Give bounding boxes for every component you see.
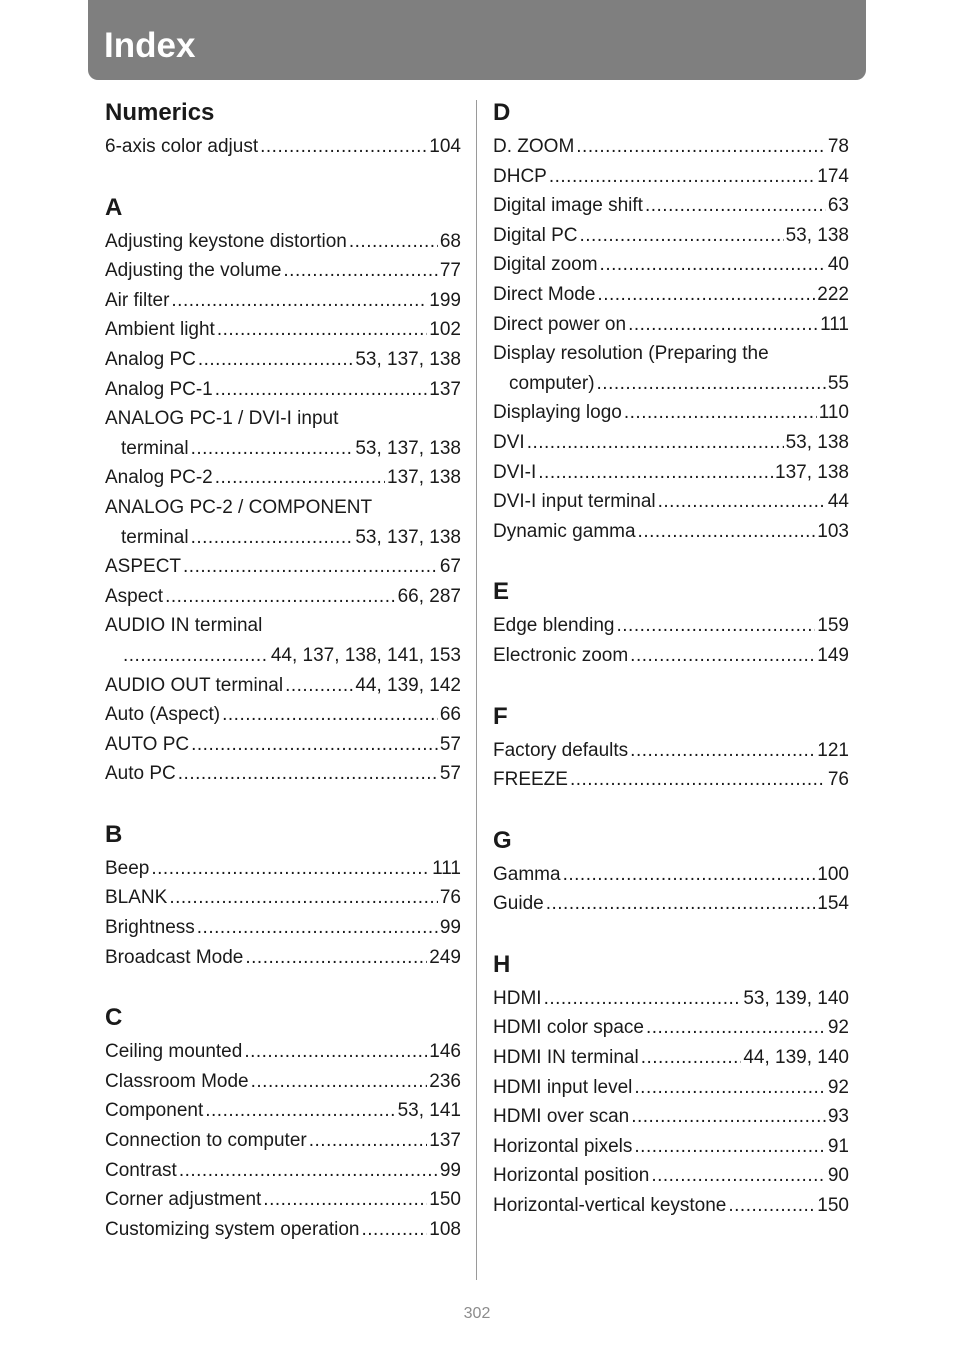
index-entry-term: FREEZE xyxy=(493,769,568,791)
index-entry-pages: 53, 138 xyxy=(785,224,849,246)
index-entry xyxy=(105,463,461,493)
dot-leader xyxy=(283,256,437,286)
index-entry xyxy=(105,759,461,789)
index-entry xyxy=(493,1161,849,1191)
dot-leader xyxy=(641,1043,742,1073)
dot-leader xyxy=(634,1073,825,1103)
index-section xyxy=(105,818,461,972)
index-entry-term: DVI-I xyxy=(493,461,537,483)
index-entry-pages: 78 xyxy=(827,136,849,157)
index-entry xyxy=(493,1191,849,1221)
dot-leader xyxy=(645,191,826,221)
index-entry-pages: 137, 138 xyxy=(387,467,461,489)
index-section xyxy=(105,1001,461,1244)
index-entry-term: Connection to computer xyxy=(105,1130,307,1152)
index-entry-pages: 57 xyxy=(439,763,461,785)
index-entry-term: HDMI IN terminal xyxy=(493,1047,639,1069)
column-divider xyxy=(476,100,477,1280)
dot-leader xyxy=(579,221,783,251)
dot-leader xyxy=(215,375,428,405)
dot-leader xyxy=(309,1126,428,1156)
index-entry xyxy=(493,428,849,458)
index-entry xyxy=(493,1013,849,1043)
index-entry-pages: 104 xyxy=(429,136,461,157)
index-entry xyxy=(105,1037,461,1067)
section-heading: A xyxy=(105,193,123,221)
index-entry-pages: 137, 138 xyxy=(775,461,849,483)
index-entry xyxy=(105,1096,461,1126)
index-entry xyxy=(493,398,849,428)
dot-leader xyxy=(245,943,427,973)
index-entry xyxy=(105,943,461,973)
index-entry-pages: 154 xyxy=(817,893,849,915)
index-entry-term: Displaying logo xyxy=(493,402,622,424)
dot-leader xyxy=(628,310,818,340)
dot-leader xyxy=(728,1191,815,1221)
section-heading: H xyxy=(493,950,511,978)
section-heading: D xyxy=(493,99,511,126)
index-entry-term: Dynamic gamma xyxy=(493,520,636,542)
index-entry-pages: 44, 139, 140 xyxy=(743,1047,849,1069)
index-entry xyxy=(105,854,461,884)
index-entry-term: Analog PC-1 xyxy=(105,378,213,400)
dot-leader xyxy=(600,250,826,280)
index-entry-pages: 108 xyxy=(429,1218,461,1240)
section-heading: B xyxy=(105,820,123,848)
index-entry-pages: 66 xyxy=(439,704,461,726)
index-entry xyxy=(105,1185,461,1215)
index-entry xyxy=(105,315,461,345)
dot-leader xyxy=(169,883,438,913)
index-entry-term: Edge blending xyxy=(493,615,615,637)
index-entry-term: ANALOG PC-2 / COMPONENT xyxy=(105,496,373,518)
index-entry xyxy=(105,552,461,582)
index-section xyxy=(493,96,849,546)
dot-leader xyxy=(624,398,817,428)
dot-leader xyxy=(191,730,438,760)
dot-leader xyxy=(165,582,396,612)
index-entry xyxy=(493,889,849,919)
section-heading: F xyxy=(493,702,508,730)
index-entry-term: DHCP xyxy=(493,165,547,187)
dot-leader xyxy=(198,345,354,375)
index-entry-term: 6-axis color adjust xyxy=(105,136,259,157)
index-entry-term: Broadcast Mode xyxy=(105,946,244,968)
index-entry-term: ANALOG PC-1 / DVI-I input xyxy=(105,408,339,430)
dot-leader xyxy=(263,1185,427,1215)
index-entry xyxy=(105,1126,461,1156)
dot-leader xyxy=(179,1156,438,1186)
index-entry-pages: 91 xyxy=(827,1135,849,1157)
index-entry-term: AUDIO OUT terminal xyxy=(105,674,284,696)
index-entry-pages: 249 xyxy=(429,946,461,968)
index-entry-pages: 102 xyxy=(429,319,461,341)
index-entry-pages: 53, 137, 138 xyxy=(355,437,461,459)
index-entry-pages: 63 xyxy=(827,195,849,217)
index-entry xyxy=(493,1043,849,1073)
dot-leader xyxy=(527,428,784,458)
index-entry-term: Beep xyxy=(105,857,150,879)
index-entry-term: Electronic zoom xyxy=(493,644,629,666)
index-entry-term: Digital PC xyxy=(493,224,578,246)
index-entry-pages: 44, 139, 142 xyxy=(355,674,461,696)
index-entry-term: Component xyxy=(105,1100,204,1122)
index-entry-pages: 53, 137, 138 xyxy=(355,348,461,370)
dot-leader xyxy=(563,860,816,890)
dot-leader xyxy=(638,517,816,547)
index-entry xyxy=(493,132,849,162)
index-entry xyxy=(105,132,461,162)
index-entry xyxy=(105,671,461,701)
index-entry xyxy=(105,523,461,553)
index-entry-term: HDMI over scan xyxy=(493,1106,630,1128)
index-entry-pages: 146 xyxy=(429,1041,461,1063)
index-entry-term: Corner adjustment xyxy=(105,1189,262,1211)
index-entry-pages: 57 xyxy=(439,733,461,755)
index-entry xyxy=(493,611,849,641)
index-column-right xyxy=(493,96,849,1221)
index-entry-term: computer) xyxy=(509,372,595,394)
dot-leader xyxy=(183,552,438,582)
dot-leader xyxy=(191,523,354,553)
dot-leader xyxy=(631,1102,826,1132)
index-entry-term: Direct power on xyxy=(493,313,627,335)
index-entry-term: Digital zoom xyxy=(493,254,598,276)
dot-leader xyxy=(197,913,438,943)
index-entry-pages: 93 xyxy=(827,1106,849,1128)
dot-leader xyxy=(597,369,826,399)
index-entry-pages: 53, 137, 138 xyxy=(355,526,461,548)
index-entry-term: HDMI color space xyxy=(493,1017,644,1039)
index-column-left xyxy=(105,96,461,1244)
index-entry xyxy=(105,375,461,405)
index-entry xyxy=(493,1073,849,1103)
index-entry-pages: 53, 141 xyxy=(397,1100,461,1122)
index-entry-term: BLANK xyxy=(105,887,168,909)
index-entry-pages: 149 xyxy=(817,644,849,666)
index-entry xyxy=(493,736,849,766)
index-section xyxy=(105,191,461,789)
index-entry xyxy=(105,1215,461,1245)
index-entry xyxy=(105,1067,461,1097)
index-entry-term: Adjusting the volume xyxy=(105,260,282,282)
index-entry-pages: 92 xyxy=(827,1076,849,1098)
index-entry-term: Analog PC xyxy=(105,348,196,370)
index-entry-term: ASPECT xyxy=(105,556,182,578)
index-entry-pages: 111 xyxy=(432,857,461,879)
index-entry-pages: 44 xyxy=(827,491,849,513)
dot-leader xyxy=(222,700,438,730)
section-heading: C xyxy=(105,1004,123,1032)
dot-leader xyxy=(658,487,826,517)
index-entry-pages: 121 xyxy=(817,739,849,761)
dot-leader xyxy=(549,162,815,192)
index-entry-term: Horizontal-vertical keystone xyxy=(493,1195,727,1217)
index-entry-pages: 53, 138 xyxy=(785,431,849,453)
dot-leader xyxy=(205,1096,395,1126)
dot-leader xyxy=(362,1215,428,1245)
dot-leader xyxy=(215,463,385,493)
index-entry-term: DVI xyxy=(493,431,525,453)
index-entry-term: Guide xyxy=(493,893,544,915)
index-entry-term: Display resolution (Preparing the xyxy=(493,343,769,365)
page-number: 302 xyxy=(463,1305,491,1322)
index-entry-term: Brightness xyxy=(105,917,195,939)
dot-leader xyxy=(651,1161,826,1191)
dot-leader xyxy=(597,280,815,310)
index-entry xyxy=(105,913,461,943)
index-entry-pages: 150 xyxy=(429,1189,461,1211)
index-entry xyxy=(105,1156,461,1186)
index-entry-term: Auto (Aspect) xyxy=(105,704,221,726)
index-entry xyxy=(493,280,849,310)
index-entry-pages: 77 xyxy=(439,260,461,282)
index-entry-pages: 40 xyxy=(827,254,849,276)
index-entry-term: Direct Mode xyxy=(493,283,596,305)
index-entry-term: Horizontal position xyxy=(493,1165,650,1187)
dot-leader xyxy=(285,671,353,701)
index-entry-pages: 92 xyxy=(827,1017,849,1039)
index-entry xyxy=(493,487,849,517)
dot-leader xyxy=(171,286,427,316)
index-entry xyxy=(493,310,849,340)
index-entry-term: HDMI xyxy=(493,987,542,1009)
index-entry xyxy=(493,458,849,488)
index-section xyxy=(493,824,849,919)
index-entry xyxy=(493,517,849,547)
index-entry-term: Contrast xyxy=(105,1159,177,1181)
index-entry-pages: 150 xyxy=(817,1195,849,1217)
index-entry xyxy=(493,221,849,251)
index-entry-pages: 68 xyxy=(439,230,461,252)
index-entry xyxy=(105,345,461,375)
index-entry xyxy=(105,227,461,257)
page-title: Index xyxy=(104,26,196,65)
index-entry-term: Customizing system operation xyxy=(105,1218,360,1240)
header-bar xyxy=(88,0,866,80)
index-entry-pages: 55 xyxy=(827,372,849,394)
index-entry-term: Auto PC xyxy=(105,763,176,785)
dot-leader xyxy=(630,736,815,766)
dot-leader xyxy=(191,434,354,464)
index-entry-pages: 111 xyxy=(820,313,849,335)
index-entry xyxy=(105,434,461,464)
index-section xyxy=(493,948,849,1221)
dot-leader xyxy=(349,227,438,257)
index-entry xyxy=(105,256,461,286)
index-entry-pages: 103 xyxy=(817,520,849,542)
index-entry-pages: 66, 287 xyxy=(397,585,461,607)
index-entry-pages: 99 xyxy=(439,917,461,939)
index-entry-term: D. ZOOM xyxy=(493,136,575,157)
index-entry-term: terminal xyxy=(121,526,189,548)
index-entry-term: Gamma xyxy=(493,863,561,885)
dot-leader xyxy=(178,759,438,789)
index-entry xyxy=(493,1102,849,1132)
index-entry-term: Air filter xyxy=(105,289,170,311)
section-heading: Numerics xyxy=(105,99,215,126)
index-entry xyxy=(105,730,461,760)
index-entry-term: terminal xyxy=(121,437,189,459)
index-entry-pages: 137 xyxy=(429,1130,461,1152)
index-entry-pages: 90 xyxy=(827,1165,849,1187)
index-entry-term: AUDIO IN terminal xyxy=(105,615,263,637)
index-entry xyxy=(493,162,849,192)
index-entry xyxy=(493,1132,849,1162)
index-entry-pages: 67 xyxy=(439,556,461,578)
index-entry-term: Analog PC-2 xyxy=(105,467,213,489)
index-entry xyxy=(493,860,849,890)
dot-leader xyxy=(260,132,427,162)
index-entry-pages: 53, 139, 140 xyxy=(743,987,849,1009)
dot-leader xyxy=(251,1067,428,1097)
index-entry xyxy=(493,765,849,795)
index-entry-term: Horizontal pixels xyxy=(493,1135,633,1157)
dot-leader xyxy=(538,458,773,488)
index-entry-term: Classroom Mode xyxy=(105,1070,249,1092)
section-heading: G xyxy=(493,826,512,854)
dot-leader xyxy=(634,1132,825,1162)
index-entry xyxy=(105,641,461,671)
index-entry-pages: 76 xyxy=(439,887,461,909)
index-entry-term: Digital image shift xyxy=(493,195,643,217)
dot-leader xyxy=(630,641,815,671)
index-entry-pages: 199 xyxy=(429,289,461,311)
index-entry xyxy=(105,582,461,612)
index-entry-term: Adjusting keystone distortion xyxy=(105,230,347,252)
index-section xyxy=(493,575,849,670)
dot-leader xyxy=(646,1013,826,1043)
index-entry-pages: 174 xyxy=(817,165,849,187)
index-entry-pages: 44, 137, 138, 141, 153 xyxy=(270,644,461,666)
dot-leader xyxy=(546,889,816,919)
index-entry-pages: 76 xyxy=(827,769,849,791)
index-section xyxy=(105,96,461,162)
index-entry xyxy=(493,250,849,280)
index-entry xyxy=(105,700,461,730)
dot-leader xyxy=(123,641,269,671)
dot-leader xyxy=(544,984,742,1014)
dot-leader xyxy=(151,854,430,884)
index-entry-pages: 137 xyxy=(429,378,461,400)
index-entry-term: DVI-I input terminal xyxy=(493,491,656,513)
index-entry-pages: 110 xyxy=(818,402,849,424)
dot-leader xyxy=(244,1037,427,1067)
index-entry xyxy=(493,984,849,1014)
dot-leader xyxy=(576,132,826,162)
index-entry xyxy=(105,286,461,316)
dot-leader xyxy=(217,315,427,345)
index-entry xyxy=(493,369,849,399)
index-entry-pages: 99 xyxy=(439,1159,461,1181)
index-section xyxy=(493,700,849,795)
index-entry-term: Ceiling mounted xyxy=(105,1041,243,1063)
index-entry-pages: 159 xyxy=(817,615,849,637)
index-entry-term: Aspect xyxy=(105,585,164,607)
index-entry-term: HDMI input level xyxy=(493,1076,633,1098)
index-entry-term: Ambient light xyxy=(105,319,215,341)
index-entry-term: AUTO PC xyxy=(105,733,190,755)
section-heading: E xyxy=(493,578,510,606)
index-entry-pages: 222 xyxy=(817,283,849,305)
dot-leader xyxy=(617,611,816,641)
index-entry-pages: 100 xyxy=(817,863,849,885)
index-entry xyxy=(493,641,849,671)
index-entry xyxy=(105,883,461,913)
index-entry-pages: 236 xyxy=(429,1070,461,1092)
dot-leader xyxy=(570,765,826,795)
index-entry-term: Factory defaults xyxy=(493,739,629,761)
index-entry xyxy=(493,191,849,221)
